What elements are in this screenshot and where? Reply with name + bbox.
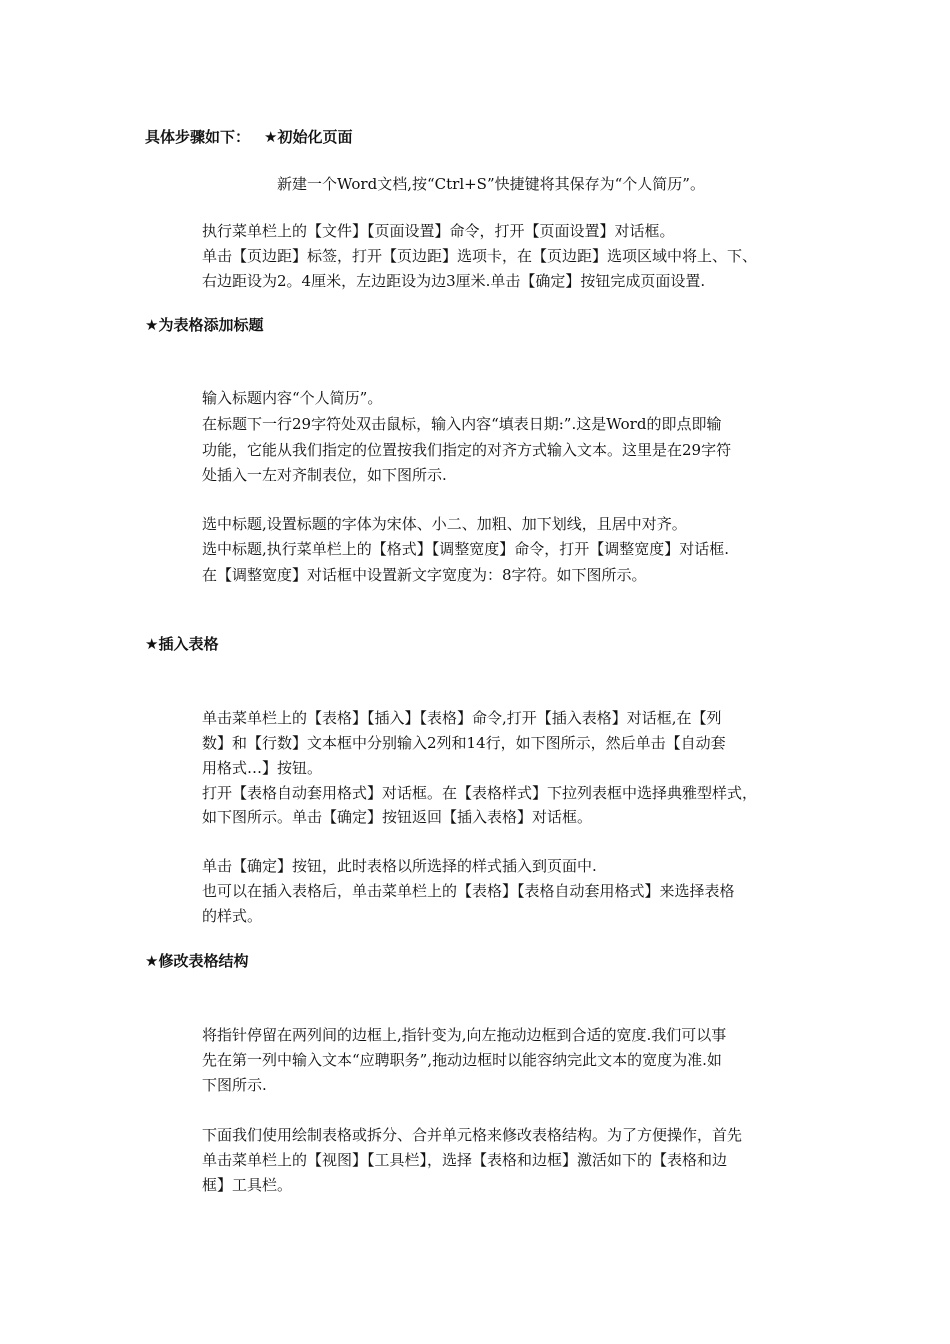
paragraph-line: 如下图所示。单击【确定】按钮返回【插入表格】对话框。 xyxy=(202,808,593,826)
paragraph-line: 数】和【行数】文本框中分别输入2列和14行，如下图所示，然后单击【自动套 xyxy=(202,734,726,752)
section-heading-init-page xyxy=(145,127,352,147)
paragraph-line: 框】工具栏。 xyxy=(202,1176,293,1194)
paragraph-line: 单击【页边距】标签，打开【页边距】选项卡，在【页边距】选项区域中将上、下、 xyxy=(202,247,758,265)
paragraph-line: 在标题下一行29字符处双击鼠标，输入内容“填表日期:”.这是Word的即点即输 xyxy=(202,415,722,433)
paragraph-line: 的样式。 xyxy=(202,907,263,925)
section-heading-modify-table: ★修改表格结构 xyxy=(145,952,249,970)
paragraph-line: 打开【表格自动套用格式】对话框。在【表格样式】下拉列表框中选择典雅型样式， xyxy=(202,784,758,802)
paragraph-line: 单击【确定】按钮，此时表格以所选择的样式插入到页面中. xyxy=(202,857,597,875)
paragraph-line: 输入标题内容“个人简历”。 xyxy=(202,389,383,407)
paragraph-line: 单击菜单栏上的【表格】【插入】【表格】命令,打开【插入表格】对话框,在【列 xyxy=(202,709,722,727)
section-heading-add-title: ★为表格添加标题 xyxy=(145,316,264,334)
section-heading-insert-table: ★插入表格 xyxy=(145,635,219,653)
steps-lead: 具体步骤如下： xyxy=(145,128,251,146)
heading-text: ★初始化页面 xyxy=(264,128,353,146)
paragraph-line: 用格式…】按钮。 xyxy=(202,759,323,777)
paragraph-line: 处插入一左对齐制表位，如下图所示. xyxy=(202,466,447,484)
paragraph-line: 右边距设为2。4厘米，左边距设为边3厘米.单击【确定】按钮完成页面设置. xyxy=(202,272,706,290)
paragraph-line: 下面我们使用绘制表格或拆分、合并单元格来修改表格结构。为了方便操作，首先 xyxy=(202,1126,743,1144)
paragraph-line: 执行菜单栏上的【文件】【页面设置】命令，打开【页面设置】对话框。 xyxy=(202,222,675,240)
paragraph-line: 在【调整宽度】对话框中设置新文字宽度为：8字符。如下图所示。 xyxy=(202,566,647,584)
paragraph-line: 功能，它能从我们指定的位置按我们指定的对齐方式输入文本。这里是在29字符 xyxy=(202,441,732,459)
paragraph-line: 先在第一列中输入文本“应聘职务”,拖动边框时以能容纳完此文本的宽度为准.如 xyxy=(202,1051,722,1069)
paragraph-line: 下图所示. xyxy=(202,1076,267,1094)
paragraph-line: 单击菜单栏上的【视图】【工具栏】，选择【表格和边框】激活如下的【表格和边 xyxy=(202,1151,728,1169)
paragraph-line: 选中标题,执行菜单栏上的【格式】【调整宽度】命令，打开【调整宽度】对话框. xyxy=(202,540,730,558)
paragraph-line: 新建一个Word文档,按“Ctrl+S”快捷键将其保存为“个人简历”。 xyxy=(277,175,705,193)
paragraph-line: 将指针停留在两列间的边框上,指针变为,向左拖动边框到合适的宽度.我们可以事 xyxy=(202,1026,727,1044)
paragraph-line: 也可以在插入表格后，单击菜单栏上的【表格】【表格自动套用格式】来选择表格 xyxy=(202,882,735,900)
paragraph-line: 选中标题,设置标题的字体为宋体、小二、加粗、加下划线，且居中对齐。 xyxy=(202,515,687,533)
